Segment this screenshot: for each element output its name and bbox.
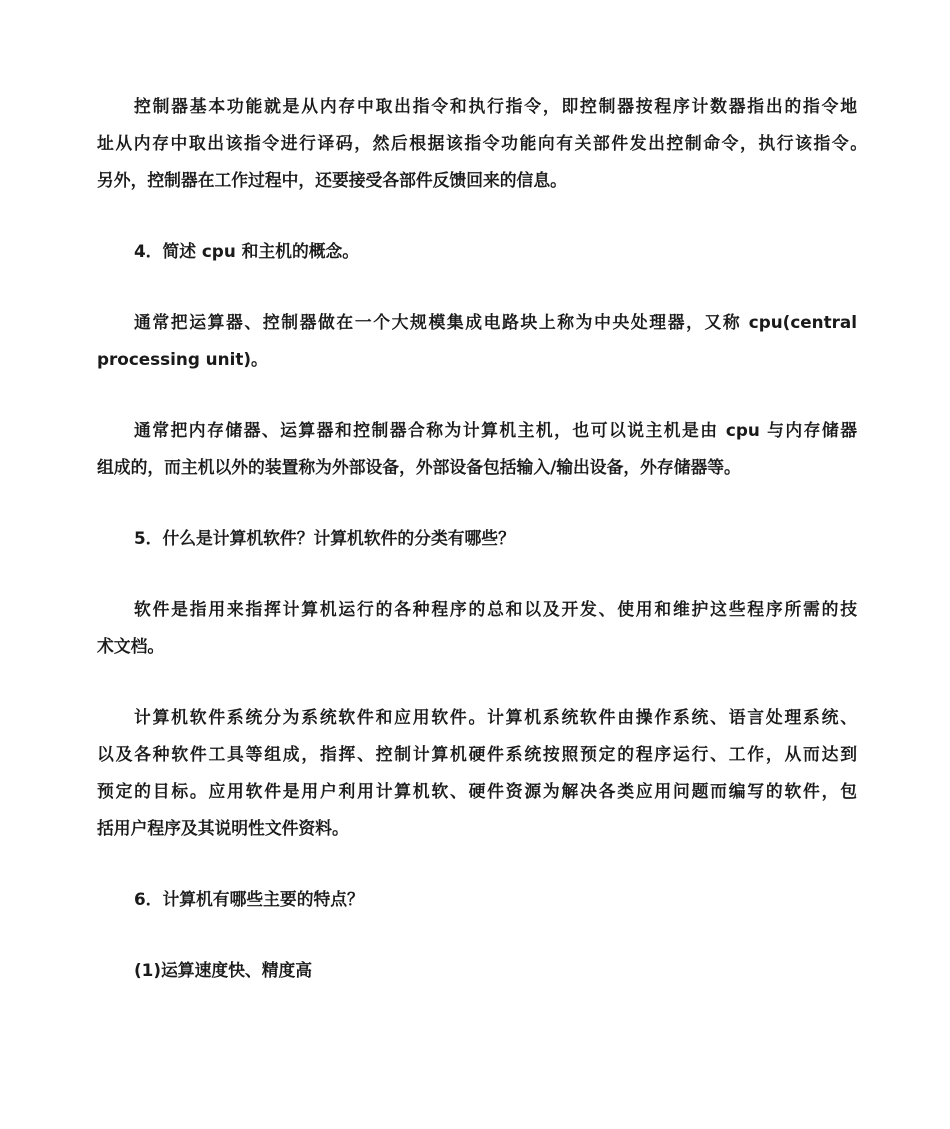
question-heading-4: 4．简述 cpu 和主机的概念。 [134, 241, 360, 261]
paragraph-controller-function [97, 88, 867, 199]
text-line: 控制器基本功能就是从内存中取出指令和执行指令，即控制器按程序计数器指出的指令地 [134, 96, 857, 116]
text-line: 术文档。 [97, 636, 165, 656]
text-line: 通常把运算器、控制器做在一个大规模集成电路块上称为中央处理器，又称 cpu(central [134, 312, 857, 332]
paragraph-host-definition [97, 412, 857, 486]
text-line: processing unit)。 [97, 349, 268, 369]
text-line: 软件是指用来指挥计算机运行的各种程序的总和以及开发、使用和维护这些程序所需的技 [134, 599, 857, 619]
list-item-1: (1)运算速度快、精度高 [134, 960, 313, 980]
text-line: 计算机软件系统分为系统软件和应用软件。计算机系统软件由操作系统、语言处理系统、 [134, 707, 857, 727]
text-line: 通常把内存储器、运算器和控制器合称为计算机主机，也可以说主机是由 cpu 与内存储器 [134, 420, 857, 440]
paragraph-software-definition [97, 591, 857, 665]
question-heading-6: 6．计算机有哪些主要的特点？ [134, 889, 364, 909]
text-line: 另外，控制器在工作过程中，还要接受各部件反馈回来的信息。 [97, 170, 567, 190]
paragraph-software-classification [97, 699, 857, 847]
paragraph-cpu-definition [97, 304, 857, 378]
text-line: 以及各种软件工具等组成，指挥、控制计算机硬件系统按照预定的程序运行、工作，从而达到 [97, 744, 857, 764]
text-line: 址从内存中取出该指令进行译码，然后根据该指令功能向有关部件发出控制命令，执行该指令。 [97, 133, 867, 153]
question-heading-5: 5．什么是计算机软件？计算机软件的分类有哪些？ [134, 528, 515, 548]
text-line: 括用户程序及其说明性文件资料。 [97, 818, 349, 838]
text-line: 预定的目标。应用软件是用户利用计算机软、硬件资源为解决各类应用问题而编写的软件，包 [97, 781, 857, 801]
text-line: 组成的，而主机以外的装置称为外部设备，外部设备包括输入/输出设备，外存储器等。 [97, 457, 741, 477]
